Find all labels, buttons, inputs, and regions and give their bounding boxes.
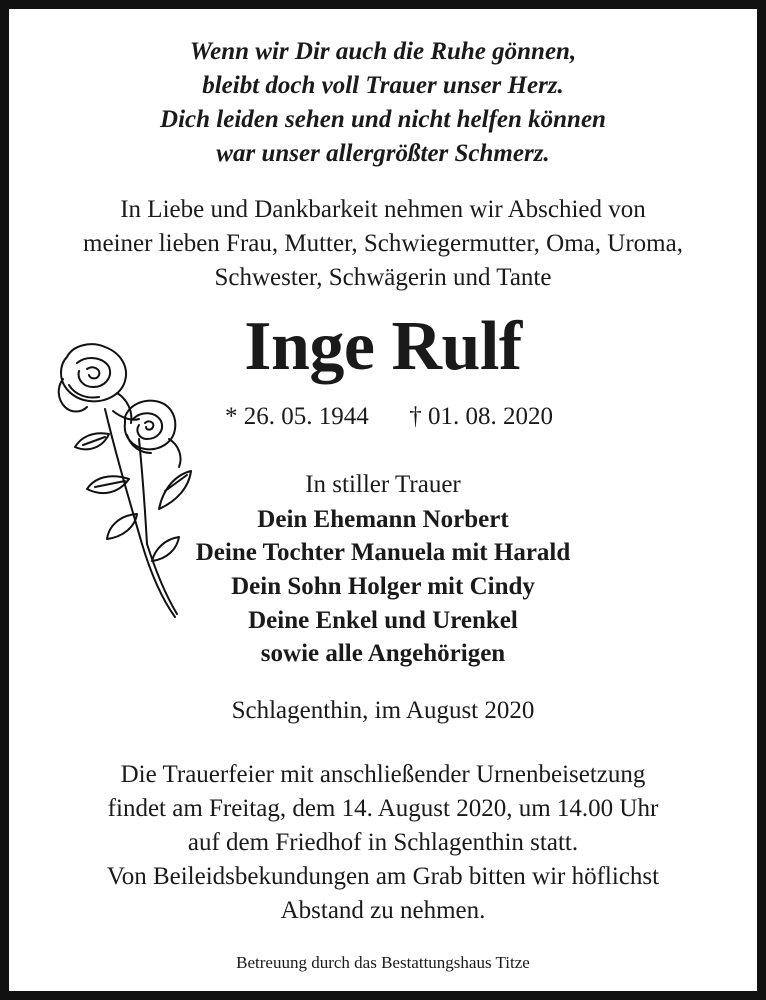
death-date: † 01. 08. 2020 xyxy=(409,403,553,430)
service-line: findet am Freitag, dem 14. August 2020, um 14.00 Uhr xyxy=(107,795,659,822)
intro-line: In Liebe und Dankbarkeit nehmen wir Abschied von xyxy=(120,196,646,223)
poem-line: Wenn wir Dir auch die Ruhe gönnen, xyxy=(189,38,577,65)
poem-line: Dich leiden sehen und nicht helfen können xyxy=(160,106,606,133)
rose-icon xyxy=(47,339,197,624)
mourning-intro: In stiller Trauer xyxy=(305,471,461,498)
mourner-line: sowie alle Angehörigen xyxy=(260,640,506,667)
deceased-name: Inge Rulf xyxy=(244,308,522,385)
mourner-line: Dein Sohn Holger mit Cindy xyxy=(231,573,535,600)
life-dates xyxy=(199,402,579,432)
mourner-line: Dein Ehemann Norbert xyxy=(257,506,509,533)
service-line: Die Trauerfeier mit anschließender Urnenbeisetzung xyxy=(120,761,646,788)
poem-line: bleibt doch voll Trauer unser Herz. xyxy=(202,72,564,99)
mourner-line: Deine Tochter Manuela mit Harald xyxy=(195,539,571,566)
birth-date: * 26. 05. 1944 xyxy=(225,403,369,430)
service-line: Abstand zu nehmen. xyxy=(280,897,486,924)
mourner-line: Deine Enkel und Urenkel xyxy=(248,607,518,634)
place-and-date: Schlagenthin, im August 2020 xyxy=(231,697,535,724)
intro-line: Schwester, Schwägerin und Tante xyxy=(214,264,552,291)
service-line: Von Beileidsbekundungen am Grab bitten wir höflichst xyxy=(106,863,660,890)
poem-line: war unser allergrößter Schmerz. xyxy=(216,140,550,167)
funeral-home-credit: Betreuung durch das Bestattungshaus Titze xyxy=(236,953,530,972)
intro-line: meiner lieben Frau, Mutter, Schwiegermutter, Oma, Uroma, xyxy=(83,230,683,257)
service-line: auf dem Friedhof in Schlagenthin statt. xyxy=(187,829,579,856)
